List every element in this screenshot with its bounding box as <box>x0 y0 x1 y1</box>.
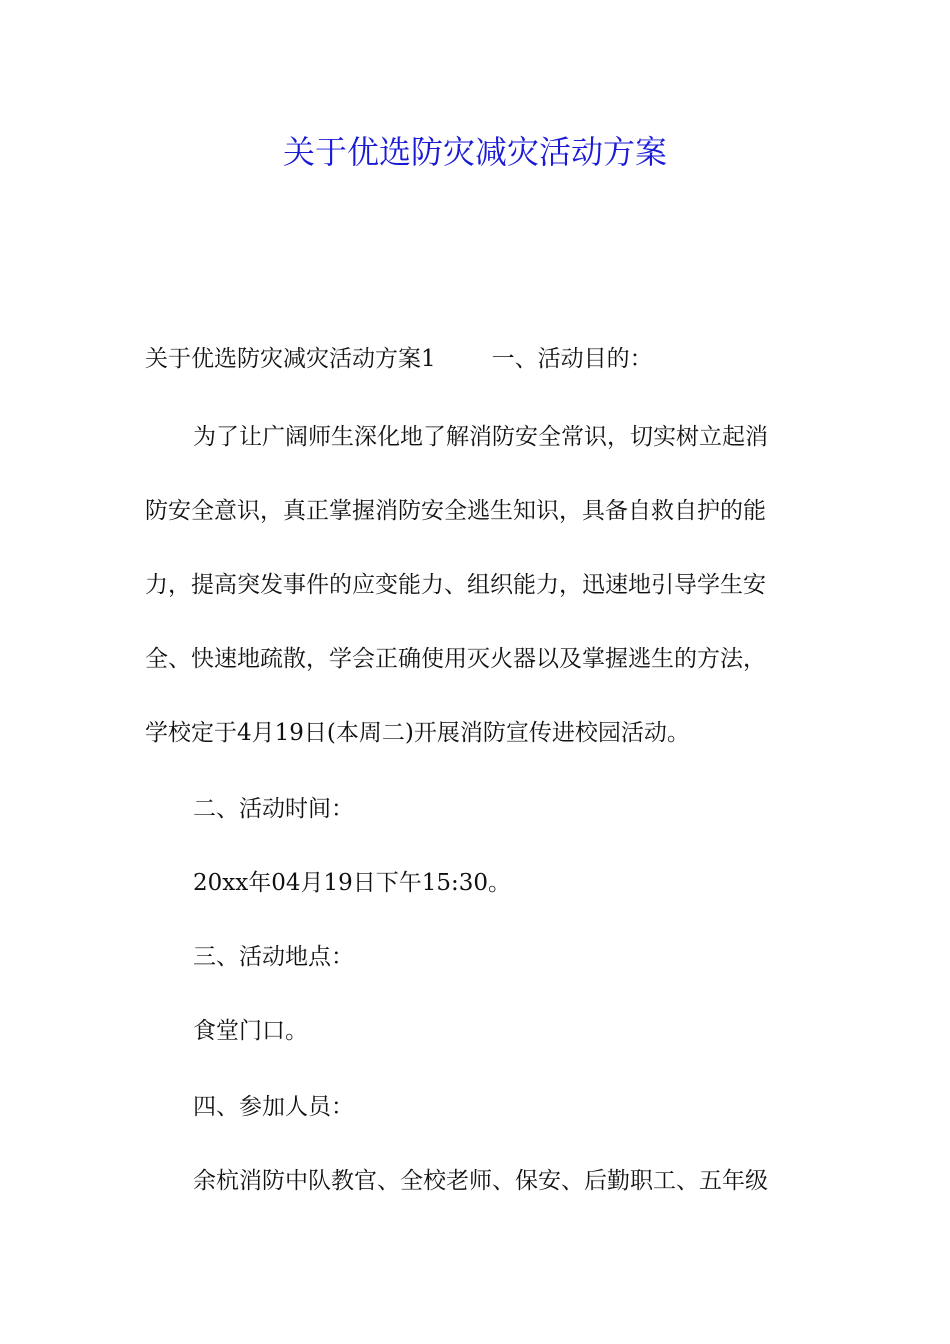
section-heading-purpose: 一、活动目的： <box>491 346 653 372</box>
paragraph-line: 力，提高突发事件的应变能力、组织能力，迅速地引导学生安 <box>145 572 766 598</box>
heading-line <box>145 343 815 375</box>
paragraph-line: 全、快速地疏散，学会正确使用灭火器以及掌握逃生的方法， <box>145 646 766 672</box>
document-title: 关于优选防灾减灾活动方案 <box>282 133 667 171</box>
time-value: 20xx年04月19日下午15:30。 <box>193 870 512 896</box>
section-heading-participants: 四、参加人员： <box>193 1094 354 1120</box>
location-value: 食堂门口。 <box>193 1018 308 1044</box>
document-name-label: 关于优选防灾减灾活动方案1 <box>145 346 436 372</box>
section-heading-time: 二、活动时间： <box>193 796 354 822</box>
section-heading-location: 三、活动地点： <box>193 944 354 970</box>
paragraph-line: 为了让广阔师生深化地了解消防安全常识，切实树立起消 <box>193 424 768 450</box>
participants-value: 余杭消防中队教官、全校老师、保安、后勤职工、五年级 <box>193 1168 768 1194</box>
paragraph-line: 防安全意识，真正掌握消防安全逃生知识，具备自救自护的能 <box>145 498 766 524</box>
paragraph-line: 学校定于4月19日(本周二)开展消防宣传进校园活动。 <box>145 720 690 746</box>
